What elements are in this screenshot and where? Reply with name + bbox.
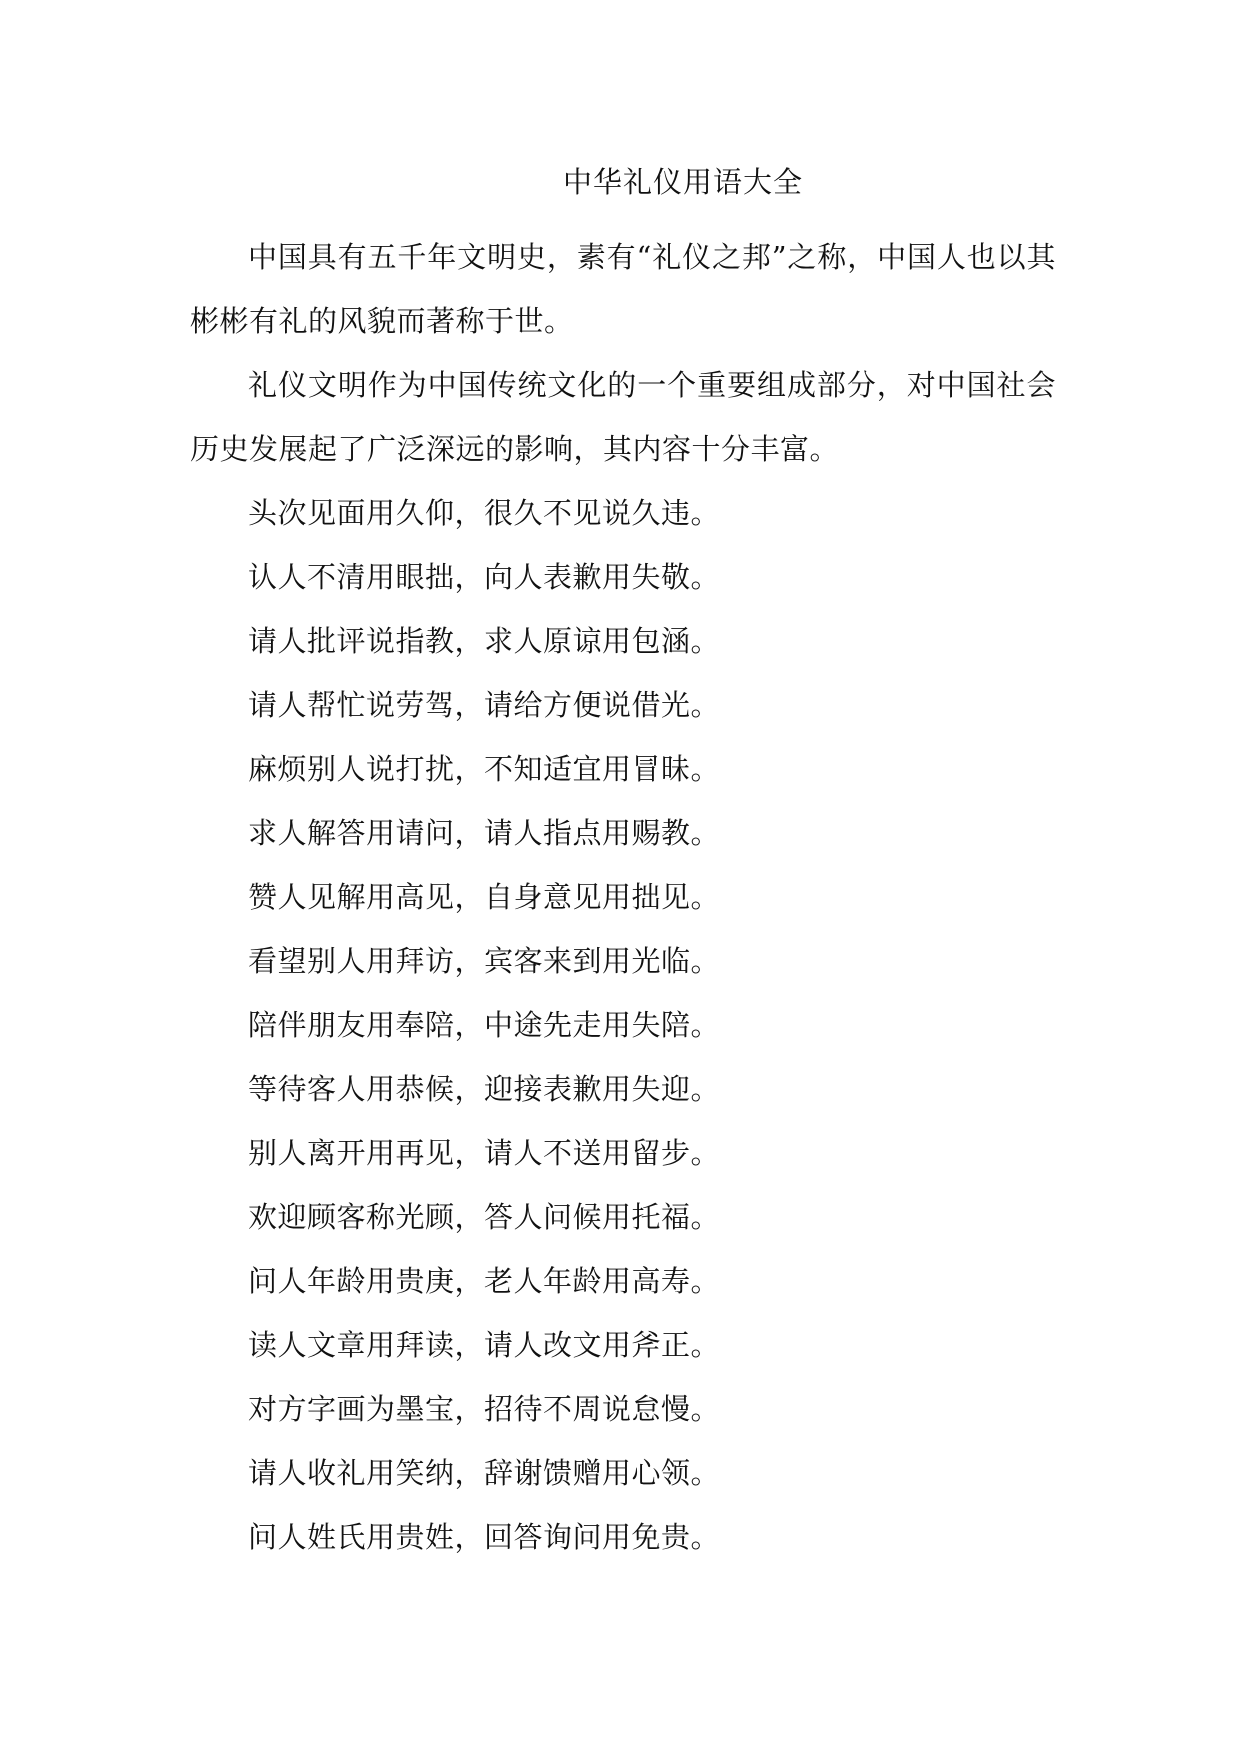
etiquette-verse: 对方字画为墨宝，招待不周说怠慢。: [248, 1392, 721, 1426]
etiquette-verse: 请人帮忙说劳驾，请给方便说借光。: [248, 688, 721, 722]
etiquette-verse: 求人解答用请问，请人指点用赐教。: [248, 816, 721, 850]
etiquette-verse: 问人姓氏用贵姓，回答询问用免贵。: [248, 1520, 721, 1554]
etiquette-verse: 赞人见解用高见，自身意见用拙见。: [248, 880, 721, 914]
etiquette-verse: 陪伴朋友用奉陪，中途先走用失陪。: [248, 1008, 721, 1042]
etiquette-verse: 等待客人用恭候，迎接表歉用失迎。: [248, 1072, 721, 1106]
etiquette-verse: 请人批评说指教，求人原谅用包涵。: [248, 624, 721, 658]
document-body: [190, 225, 1056, 1569]
document-title: 中华礼仪用语大全: [562, 165, 803, 199]
etiquette-verse: 请人收礼用笑纳，辞谢馈赠用心领。: [248, 1456, 721, 1490]
etiquette-verse: 读人文章用拜读，请人改文用斧正。: [248, 1328, 721, 1362]
intro-paragraph: 中国具有五千年文明史，素有“礼仪之邦”之称，中国人也以其彬彬有礼的风貌而著称于世。: [190, 240, 1056, 338]
etiquette-verse: 麻烦别人说打扰，不知适宜用冒昧。: [248, 752, 721, 786]
etiquette-verse: 别人离开用再见，请人不送用留步。: [248, 1136, 721, 1170]
etiquette-verse: 问人年龄用贵庚，老人年龄用高寿。: [248, 1264, 721, 1298]
etiquette-verse: 看望别人用拜访，宾客来到用光临。: [248, 944, 721, 978]
intro-paragraph: 礼仪文明作为中国传统文化的一个重要组成部分，对中国社会历史发展起了广泛深远的影响，其内容十分丰富。: [190, 368, 1056, 466]
etiquette-verse: 欢迎顾客称光顾，答人问候用托福。: [248, 1200, 721, 1234]
etiquette-verse: 头次见面用久仰，很久不见说久违。: [248, 496, 721, 530]
etiquette-verse: 认人不清用眼拙，向人表歉用失敬。: [248, 560, 721, 594]
